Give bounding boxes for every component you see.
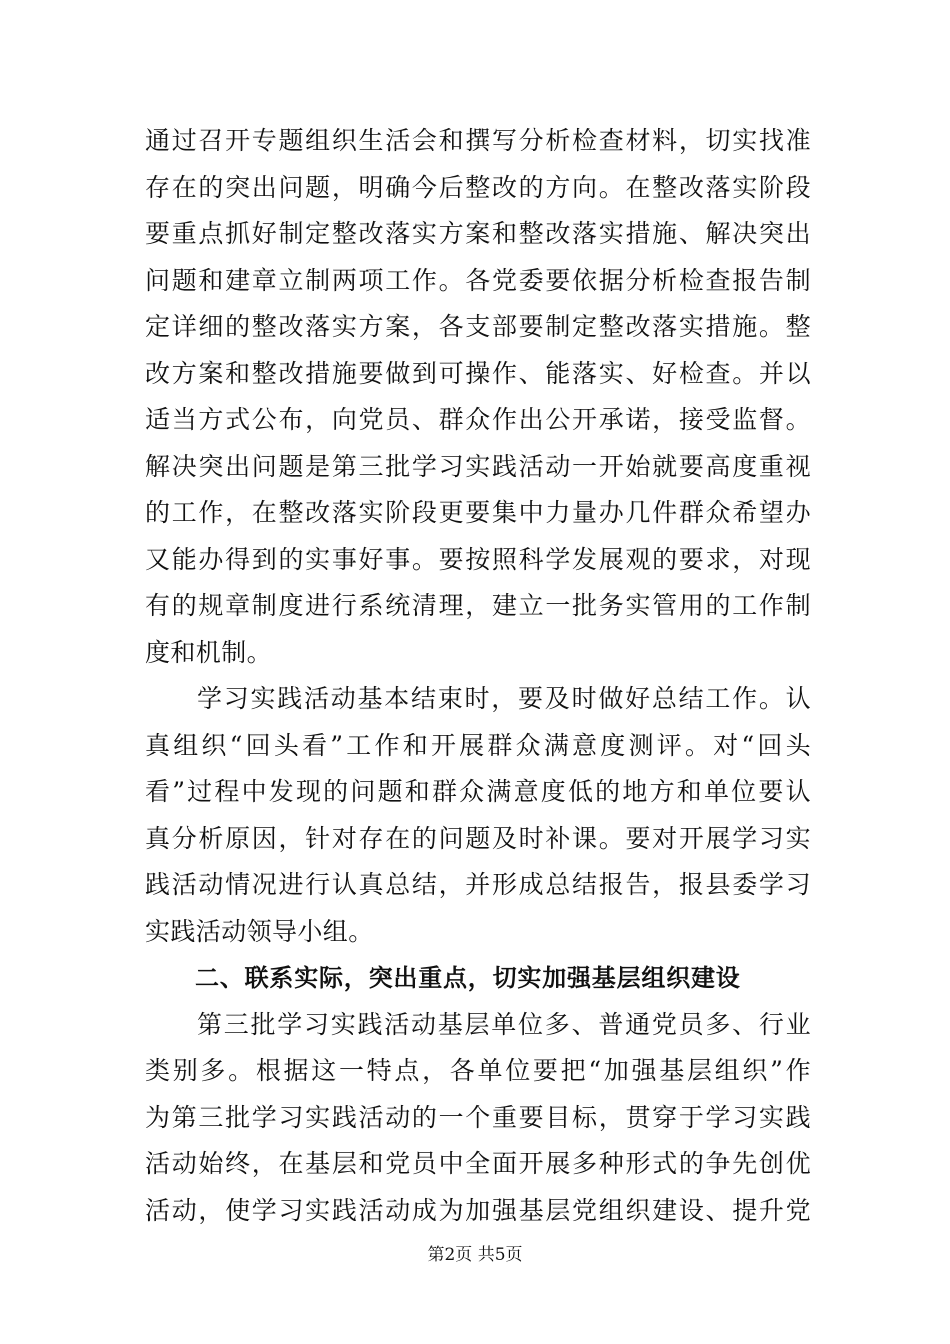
text-line: 学习实践活动基本结束时，要及时做好总结工作。认: [197, 684, 811, 713]
text-line: 活动始终，在基层和党员中全面开展多种形式的争先创优: [145, 1149, 811, 1178]
text-line: 度和机制。: [145, 637, 273, 667]
text-line: 适当方式公布，向党员、群众作出公开承诺，接受监督。: [145, 405, 811, 434]
text-line: 的工作，在整改落实阶段更要集中力量办几件群众希望办: [145, 498, 811, 527]
text-line: 有的规章制度进行系统清理，建立一批务实管用的工作制: [145, 591, 811, 620]
text-line: 类别多。根据这一特点，各单位要把“加强基层组织”作: [145, 1056, 811, 1085]
text-line: 真组织“回头看”工作和开展群众满意度测评。对“回头: [145, 730, 811, 760]
text-line: 改方案和整改措施要做到可操作、能落实、好检查。并以: [145, 358, 811, 388]
text-line: 又能办得到的实事好事。要按照科学发展观的要求，对现: [145, 544, 811, 574]
text-line: 为第三批学习实践活动的一个重要目标，贯穿于学习实践: [145, 1102, 811, 1132]
paragraph-1: [145, 118, 811, 676]
section-heading: 二、联系实际，突出重点，切实加强基层组织建设: [195, 964, 741, 992]
text-line: 问题和建章立制两项工作。各党委要依据分析检查报告制: [145, 265, 811, 295]
text-line: 第三批学习实践活动基层单位多、普通党员多、行业: [197, 1009, 811, 1039]
text-line: 活动，使学习实践活动成为加强基层党组织建设、提升党: [145, 1195, 811, 1225]
page-number-label: 第2页 共5页: [427, 1245, 523, 1265]
text-line: 解决突出问题是第三批学习实践活动一开始就要高度重视: [145, 451, 811, 481]
text-line: 看”过程中发现的问题和群众满意度低的地方和单位要认: [145, 777, 811, 806]
text-line: 践活动情况进行认真总结，并形成总结报告，报县委学习: [145, 870, 811, 899]
text-line: 定详细的整改落实方案，各支部要制定整改落实措施。整: [145, 312, 811, 341]
text-line: 真分析原因，针对存在的问题及时补课。要对开展学习实: [145, 823, 811, 853]
text-line: 实践活动领导小组。: [145, 916, 374, 946]
text-line: 要重点抓好制定整改落实方案和整改落实措施、解决突出: [145, 219, 811, 248]
paragraph-2: [145, 676, 811, 955]
text-line: 存在的突出问题，明确今后整改的方向。在整改落实阶段: [145, 172, 811, 202]
paragraph-3: [145, 1002, 811, 1235]
page-footer: [0, 1240, 950, 1265]
text-line: 通过召开专题组织生活会和撰写分析检查材料，切实找准: [145, 126, 811, 155]
document-body: [145, 118, 811, 1234]
